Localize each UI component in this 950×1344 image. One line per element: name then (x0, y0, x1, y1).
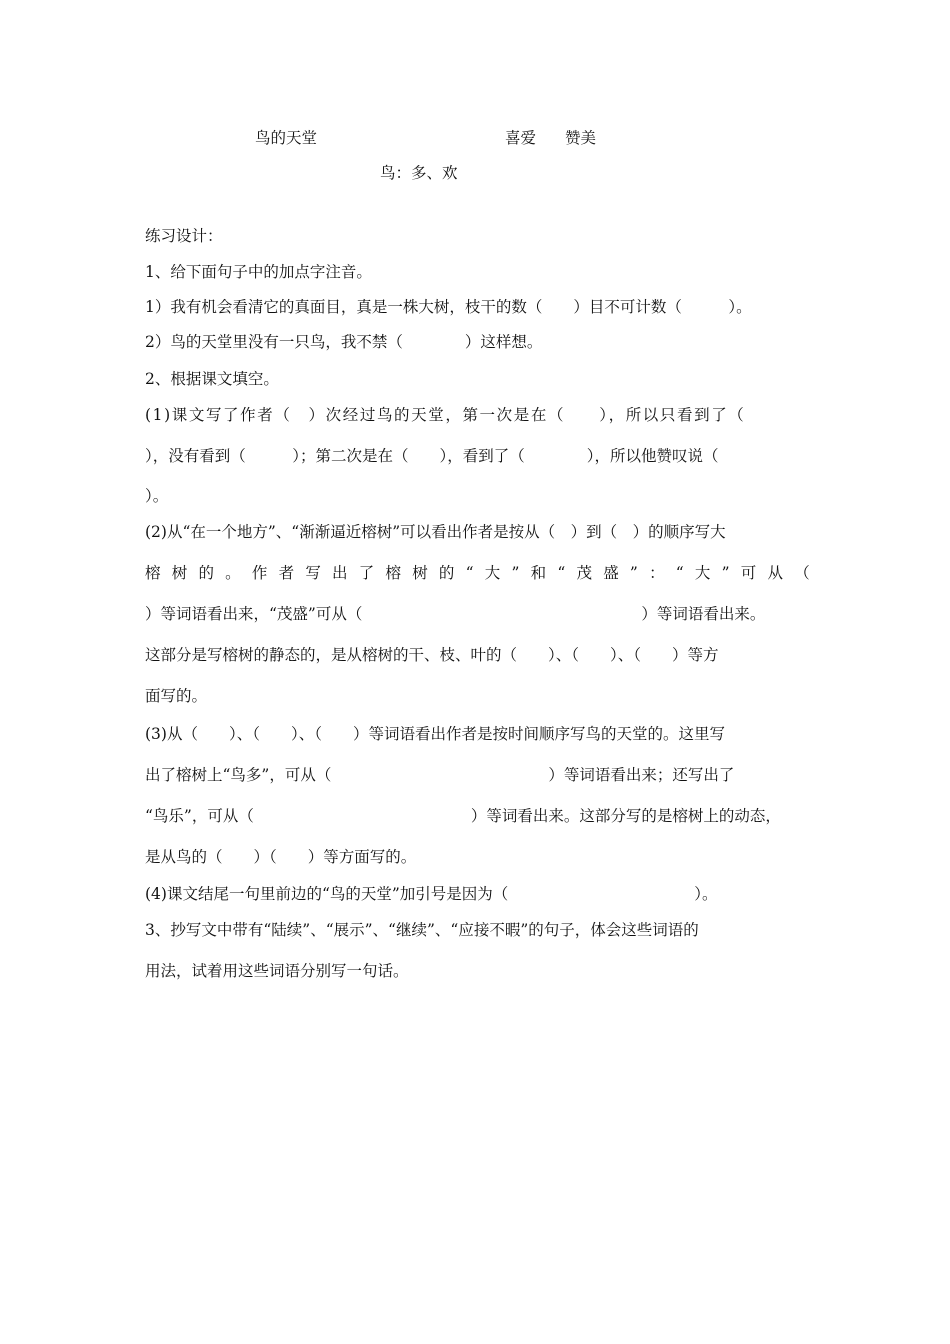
q2-title: 2、根据课文填空。 (145, 370, 279, 388)
q2-p4: (4)课文结尾一句里前边的“鸟的天堂”加引号是因为（ ）。 (145, 885, 718, 903)
q2-p2-line-2-char: 可 (740, 564, 757, 582)
q2-p2-line-2-char: （ (794, 564, 810, 582)
q2-p2-line-2-char: 榕 (385, 564, 401, 582)
q2-p3-line-3: “鸟乐”，可从（ ）等词看出来。这部分写的是榕树上的动态， (145, 807, 781, 825)
q2-p2-line-2-char: ” (721, 564, 730, 582)
board-title: 鸟的天堂 (255, 129, 318, 147)
q2-p2-line-5: 面写的。 (145, 687, 208, 705)
q2-p2-line-2-char: 了 (358, 564, 375, 582)
q2-p2-line-2-char: “ (675, 564, 684, 582)
q2-p1-line-1: (1)课文写了作者（ ）次经过鸟的天堂，第一次是在（ ），所以只看到了（ (145, 406, 746, 424)
q2-p2-line-2-char: ： (649, 564, 665, 582)
q2-p3-line-4: 是从鸟的（ ）（ ）等方面写的。 (145, 848, 417, 866)
q2-p2-line-2-char: 。 (225, 564, 241, 582)
q2-p2-line-2-char: 的 (438, 564, 455, 582)
q2-p2-line-2-char: 写 (305, 564, 321, 582)
board-word-praise: 赞美 (565, 129, 597, 147)
q2-p2-line-2-char: 盛 (603, 564, 619, 582)
q2-p2-line-2 (145, 563, 810, 583)
q2-p2-line-2-char: 树 (171, 564, 188, 582)
q3-line-1: 3、抄写文中带有“陆续”、“展示”、“继续”、“应接不暇”的句子，体会这些词语的 (145, 921, 699, 939)
q2-p2-line-2-char: 从 (767, 564, 784, 582)
q2-p2-line-2-char: 榕 (145, 564, 161, 582)
q1-item-2: 2）鸟的天堂里没有一只鸟，我不禁（ ）这样想。 (145, 333, 543, 351)
q2-p3-line-2: 出了榕树上“鸟多”，可从（ ）等词语看出来；还写出了 (145, 766, 735, 784)
q2-p2-line-2-char: ” (629, 564, 638, 582)
q2-p1-line-3: ）。 (145, 487, 169, 505)
q2-p1-line-2: ），没有看到（ ）；第二次是在（ ），看到了（ ），所以他赞叹说（ (145, 447, 719, 465)
q2-p2-line-2-char: “ (557, 564, 566, 582)
q2-p2-line-2-char: 作 (251, 564, 268, 582)
q2-p2-line-3: ）等词语看出来，“茂盛”可从（ ）等词语看出来。 (145, 605, 766, 623)
exercise-heading: 练习设计： (145, 227, 223, 245)
q2-p2-line-2-char: 的 (198, 564, 214, 582)
q2-p2-line-4: 这部分是写榕树的静态的，是从榕树的干、枝、叶的（ ）、（ ）、（ ）等方 (145, 646, 719, 664)
q2-p2-line-2-char: 大 (694, 564, 711, 582)
q1-title: 1、给下面句子中的加点字注音。 (145, 263, 372, 281)
q2-p2-line-2-char: 茂 (576, 564, 592, 582)
board-subtitle: 鸟：多、欢 (380, 164, 458, 182)
q1-item-1: 1）我有机会看清它的真面目，真是一株大树，枝干的数（ ）目不可计数（ ）。 (145, 298, 752, 316)
q2-p2-line-2-char: “ (465, 564, 474, 582)
q2-p2-line-1: (2)从“在一个地方”、“渐渐逼近榕树”可以看出作者是按从（ ）到（ ）的顺序写大 (145, 523, 726, 541)
q2-p3-line-1: (3)从（ ）、（ ）、（ ）等词语看出作者是按时间顺序写鸟的天堂的。这里写 (145, 725, 725, 743)
q2-p2-line-2-char: 者 (278, 564, 295, 582)
q2-p2-line-2-char: 树 (412, 564, 428, 582)
q2-p2-line-2-char: 大 (484, 564, 501, 582)
board-word-like: 喜爱 (505, 129, 537, 147)
q2-p2-line-2-char: ” (511, 564, 520, 582)
q2-p2-line-2-char: 和 (530, 564, 547, 582)
q2-p2-line-2-char: 出 (332, 564, 348, 582)
q3-line-2: 用法，试着用这些词语分别写一句话。 (145, 962, 409, 980)
